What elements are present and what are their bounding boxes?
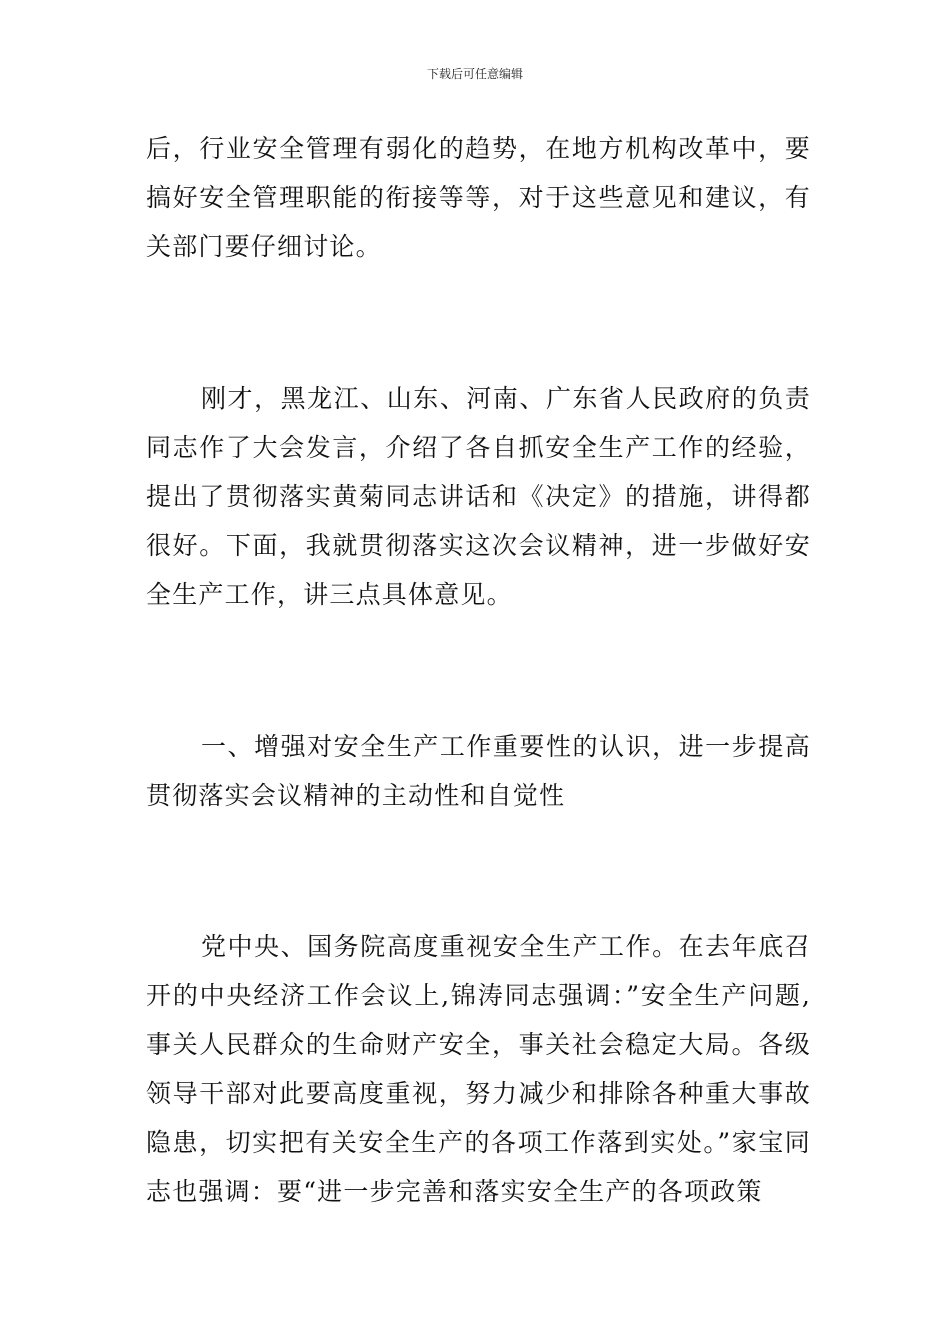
paragraph-continuation: 后，行业安全管理有弱化的趋势，在地方机构改革中，要搞好安全管理职能的衔接等等，对于这些意见和建议，有关部门要仔细讨论。 [146,134,811,261]
paragraph-intro: 刚才，黑龙江、山东、河南、广东省人民政府的负责同志作了大会发言，介绍了各自抓安全生产工作的经验，提出了贯彻落实黄菊同志讲话和《决定》的措施，讲得都很好。下面，我就贯彻落实这次会议精神，进一步做好安全生产工作，讲三点具体意见。 [146,384,811,609]
section-heading-1: 一、增强对安全生产工作重要性的认识，进一步提高贯彻落实会议精神的主动性和自觉性 [146,732,811,810]
page-header-note: 下载后可任意编辑 [426,67,523,81]
paragraph-body: 党中央、国务院高度重视安全生产工作。在去年底召开的中央经济工作会议上,锦涛同志强调：”安全生产问题,事关人民群众的生命财产安全，事关社会稳定大局。各级领导干部对此要高度重视，努力减少和排除各种重大事故隐患，切实把有关安全生产的各项工作落到实处。”家宝同志也强调：要“进一步完善和落实安全生产的各项政策 [146,932,811,1206]
